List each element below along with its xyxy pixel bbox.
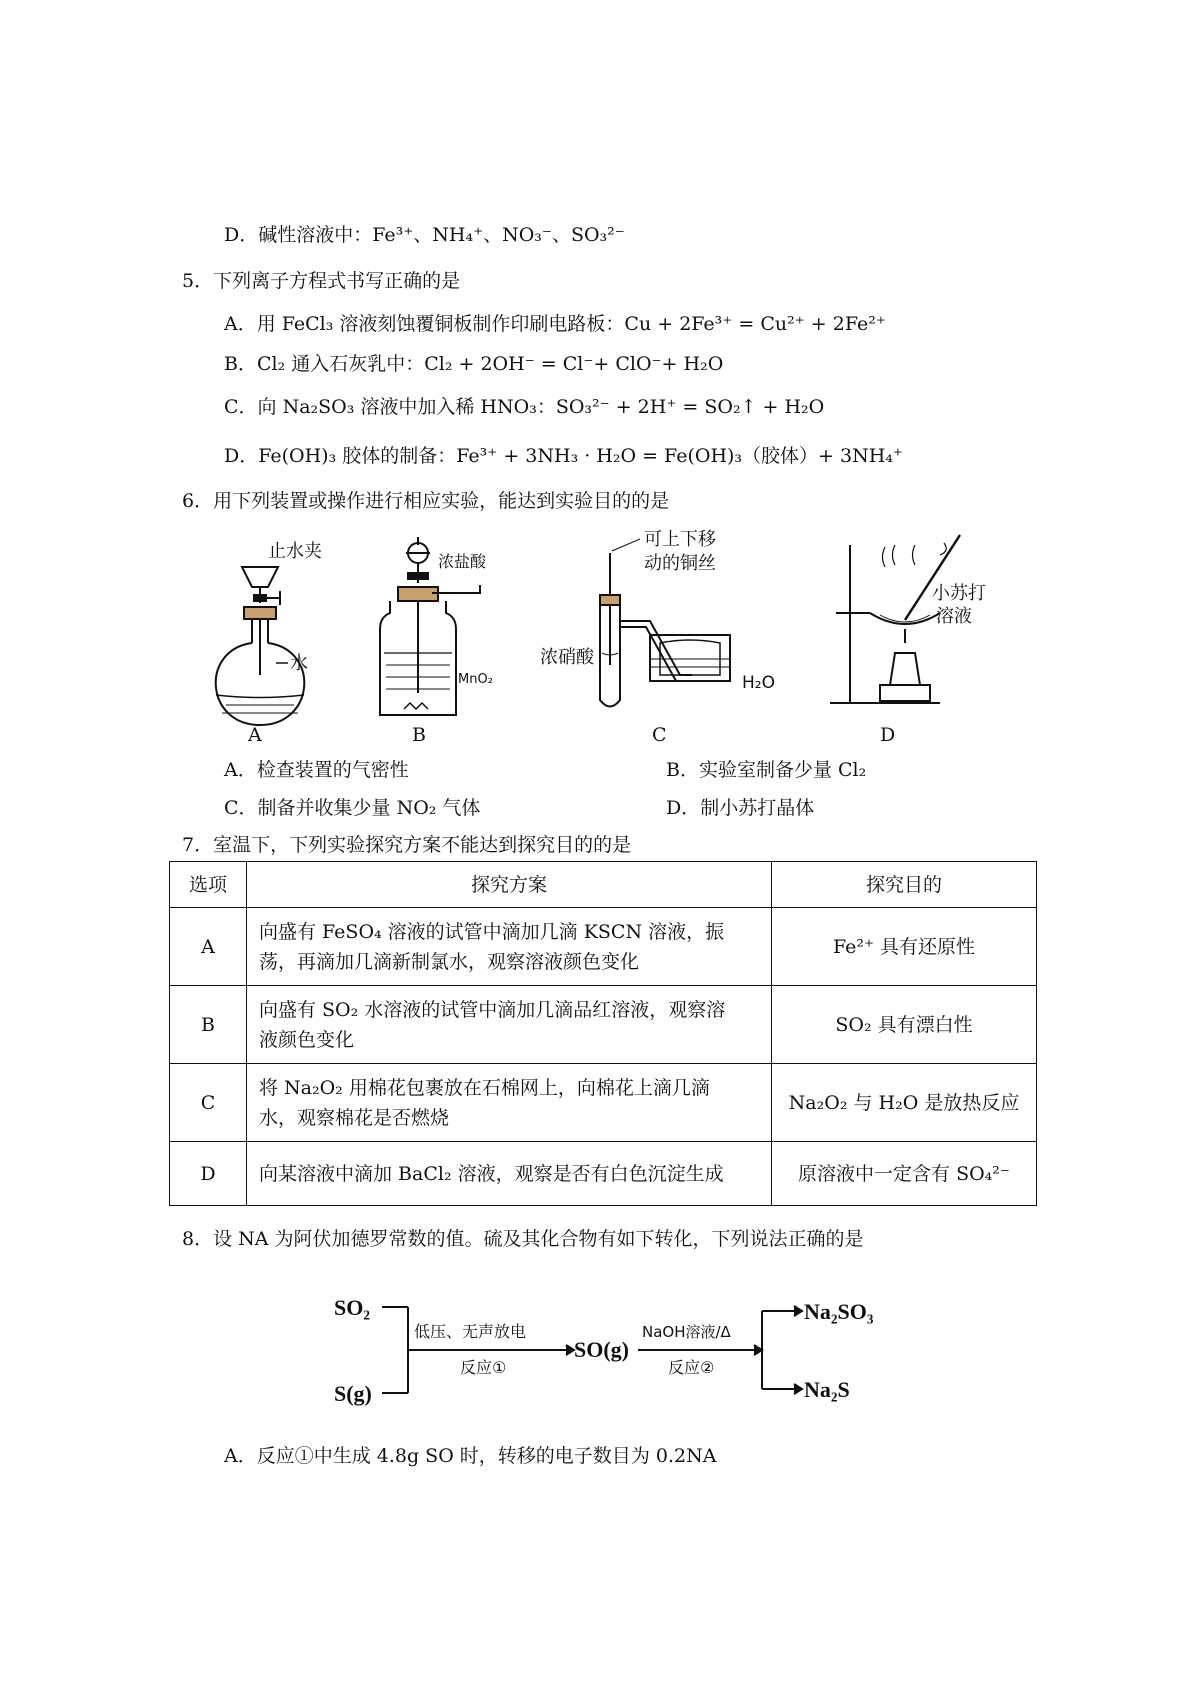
- species-so2: SO₂: [334, 1295, 370, 1320]
- reaction1-label: 反应①: [460, 1358, 507, 1377]
- row-goal: 原溶液中一定含有 SO₄²⁻: [772, 1142, 1037, 1206]
- q7-table: [169, 861, 1037, 1206]
- q6-option-d: D．制小苏打晶体: [666, 797, 815, 819]
- q6-stem: 6．用下列装置或操作进行相应实验，能达到实验目的的是: [182, 490, 670, 512]
- row-goal: Na₂O₂ 与 H₂O 是放热反应: [772, 1064, 1037, 1142]
- row-option: A: [170, 908, 247, 986]
- table-row: [170, 986, 1037, 1064]
- q4-option-d: D．碱性溶液中：Fe³⁺、NH₄⁺、NO₃⁻、SO₃²⁻: [224, 224, 625, 246]
- plan-line-1: 向盛有 SO₂ 水溶液的试管中滴加几滴品红溶液，观察溶: [259, 998, 726, 1021]
- row-option: C: [170, 1064, 247, 1142]
- label-clamp: 止水夹: [268, 541, 322, 562]
- header-goal: 探究目的: [772, 862, 1037, 908]
- reaction2-label: 反应②: [668, 1358, 715, 1377]
- label-baking-soda-2: 溶液: [936, 606, 972, 627]
- fig-letter-b: B: [412, 724, 426, 745]
- row-plan: [247, 1064, 772, 1142]
- plan-line-2: 水，观察棉花是否燃烧: [259, 1106, 450, 1129]
- label-copper-wire-2: 动的铜丝: [644, 553, 716, 574]
- plan-line-2: 荡，再滴加几滴新制氯水，观察溶液颜色变化: [259, 950, 640, 973]
- table-row: [170, 1142, 1037, 1206]
- label-water: 水: [290, 653, 308, 674]
- q8-reaction-scheme: [0, 1285, 1200, 1435]
- label-mno2: MnO₂: [458, 672, 493, 687]
- q5-option-b: B．Cl₂ 通入石灰乳中：Cl₂ + 2OH⁻ = Cl⁻+ ClO⁻+ H₂O: [224, 353, 724, 375]
- row-plan: 向某溶液中滴加 BaCl₂ 溶液，观察是否有白色沉淀生成: [247, 1142, 772, 1206]
- row-option: B: [170, 986, 247, 1064]
- q8-stem: 8．设 NA 为阿伏加德罗常数的值。硫及其化合物有如下转化，下列说法正确的是: [182, 1228, 864, 1250]
- q5-stem: 5．下列离子方程式书写正确的是: [182, 270, 461, 292]
- label-copper-wire-1: 可上下移: [644, 529, 716, 550]
- product-na2s: Na₂S: [804, 1377, 850, 1402]
- table-row: [170, 1064, 1037, 1142]
- fig-letter-a: A: [248, 724, 262, 745]
- q6-apparatus-figure: [0, 525, 1200, 745]
- q6-option-c: C．制备并收集少量 NO₂ 气体: [224, 797, 481, 819]
- q6-option-a: A．检查装置的气密性: [224, 759, 409, 781]
- species-s-gas: S(g): [334, 1381, 372, 1406]
- table-header-row: [170, 862, 1037, 908]
- fig-letter-d: D: [880, 724, 896, 745]
- row-plan: [247, 908, 772, 986]
- apparatus-a: [216, 567, 305, 725]
- row-goal: SO₂ 具有漂白性: [772, 986, 1037, 1064]
- row-plan: [247, 986, 772, 1064]
- label-conc-hno3: 浓硝酸: [540, 647, 594, 668]
- plan-line-1: 向盛有 FeSO₄ 溶液的试管中滴加几滴 KSCN 溶液，振: [259, 920, 725, 943]
- reaction2-condition: NaOH溶液/Δ: [642, 1323, 731, 1341]
- label-conc-hcl: 浓盐酸: [438, 552, 487, 571]
- plan-line-2: 液颜色变化: [259, 1028, 355, 1051]
- header-option: 选项: [170, 862, 247, 908]
- row-goal: Fe²⁺ 具有还原性: [772, 908, 1037, 986]
- q7-stem: 7．室温下，下列实验探究方案不能达到探究目的的是: [182, 834, 632, 856]
- q8-option-a: A．反应①中生成 4.8g SO 时，转移的电子数目为 0.2NA: [224, 1445, 717, 1467]
- q6-option-b: B．实验室制备少量 Cl₂: [666, 759, 867, 781]
- q5-option-a: A．用 FeCl₃ 溶液刻蚀覆铜板制作印刷电路板：Cu + 2Fe³⁺ = Cu²⁺ + 2Fe²⁺: [224, 313, 886, 335]
- species-so-gas: SO(g): [574, 1337, 629, 1362]
- table-row: [170, 908, 1037, 986]
- q5-option-c: C．向 Na₂SO₃ 溶液中加入稀 HNO₃：SO₃²⁻ + 2H⁺ = SO₂↑ + H₂O: [224, 396, 825, 418]
- label-h2o: H₂O: [742, 673, 775, 693]
- plan-line-1: 将 Na₂O₂ 用棉花包裹放在石棉网上，向棉花上滴几滴: [259, 1076, 710, 1099]
- fig-letter-c: C: [652, 724, 667, 745]
- label-baking-soda-1: 小苏打: [932, 583, 986, 604]
- apparatus-c: [600, 553, 730, 707]
- reaction1-condition: 低压、无声放电: [414, 1322, 527, 1341]
- header-plan: 探究方案: [247, 862, 772, 908]
- product-na2so3: Na₂SO₃: [804, 1299, 874, 1324]
- row-option: D: [170, 1142, 247, 1206]
- q5-option-d: D．Fe(OH)₃ 胶体的制备：Fe³⁺ + 3NH₃ · H₂O = Fe(OH)₃（胶体）+ 3NH₄⁺: [224, 445, 903, 467]
